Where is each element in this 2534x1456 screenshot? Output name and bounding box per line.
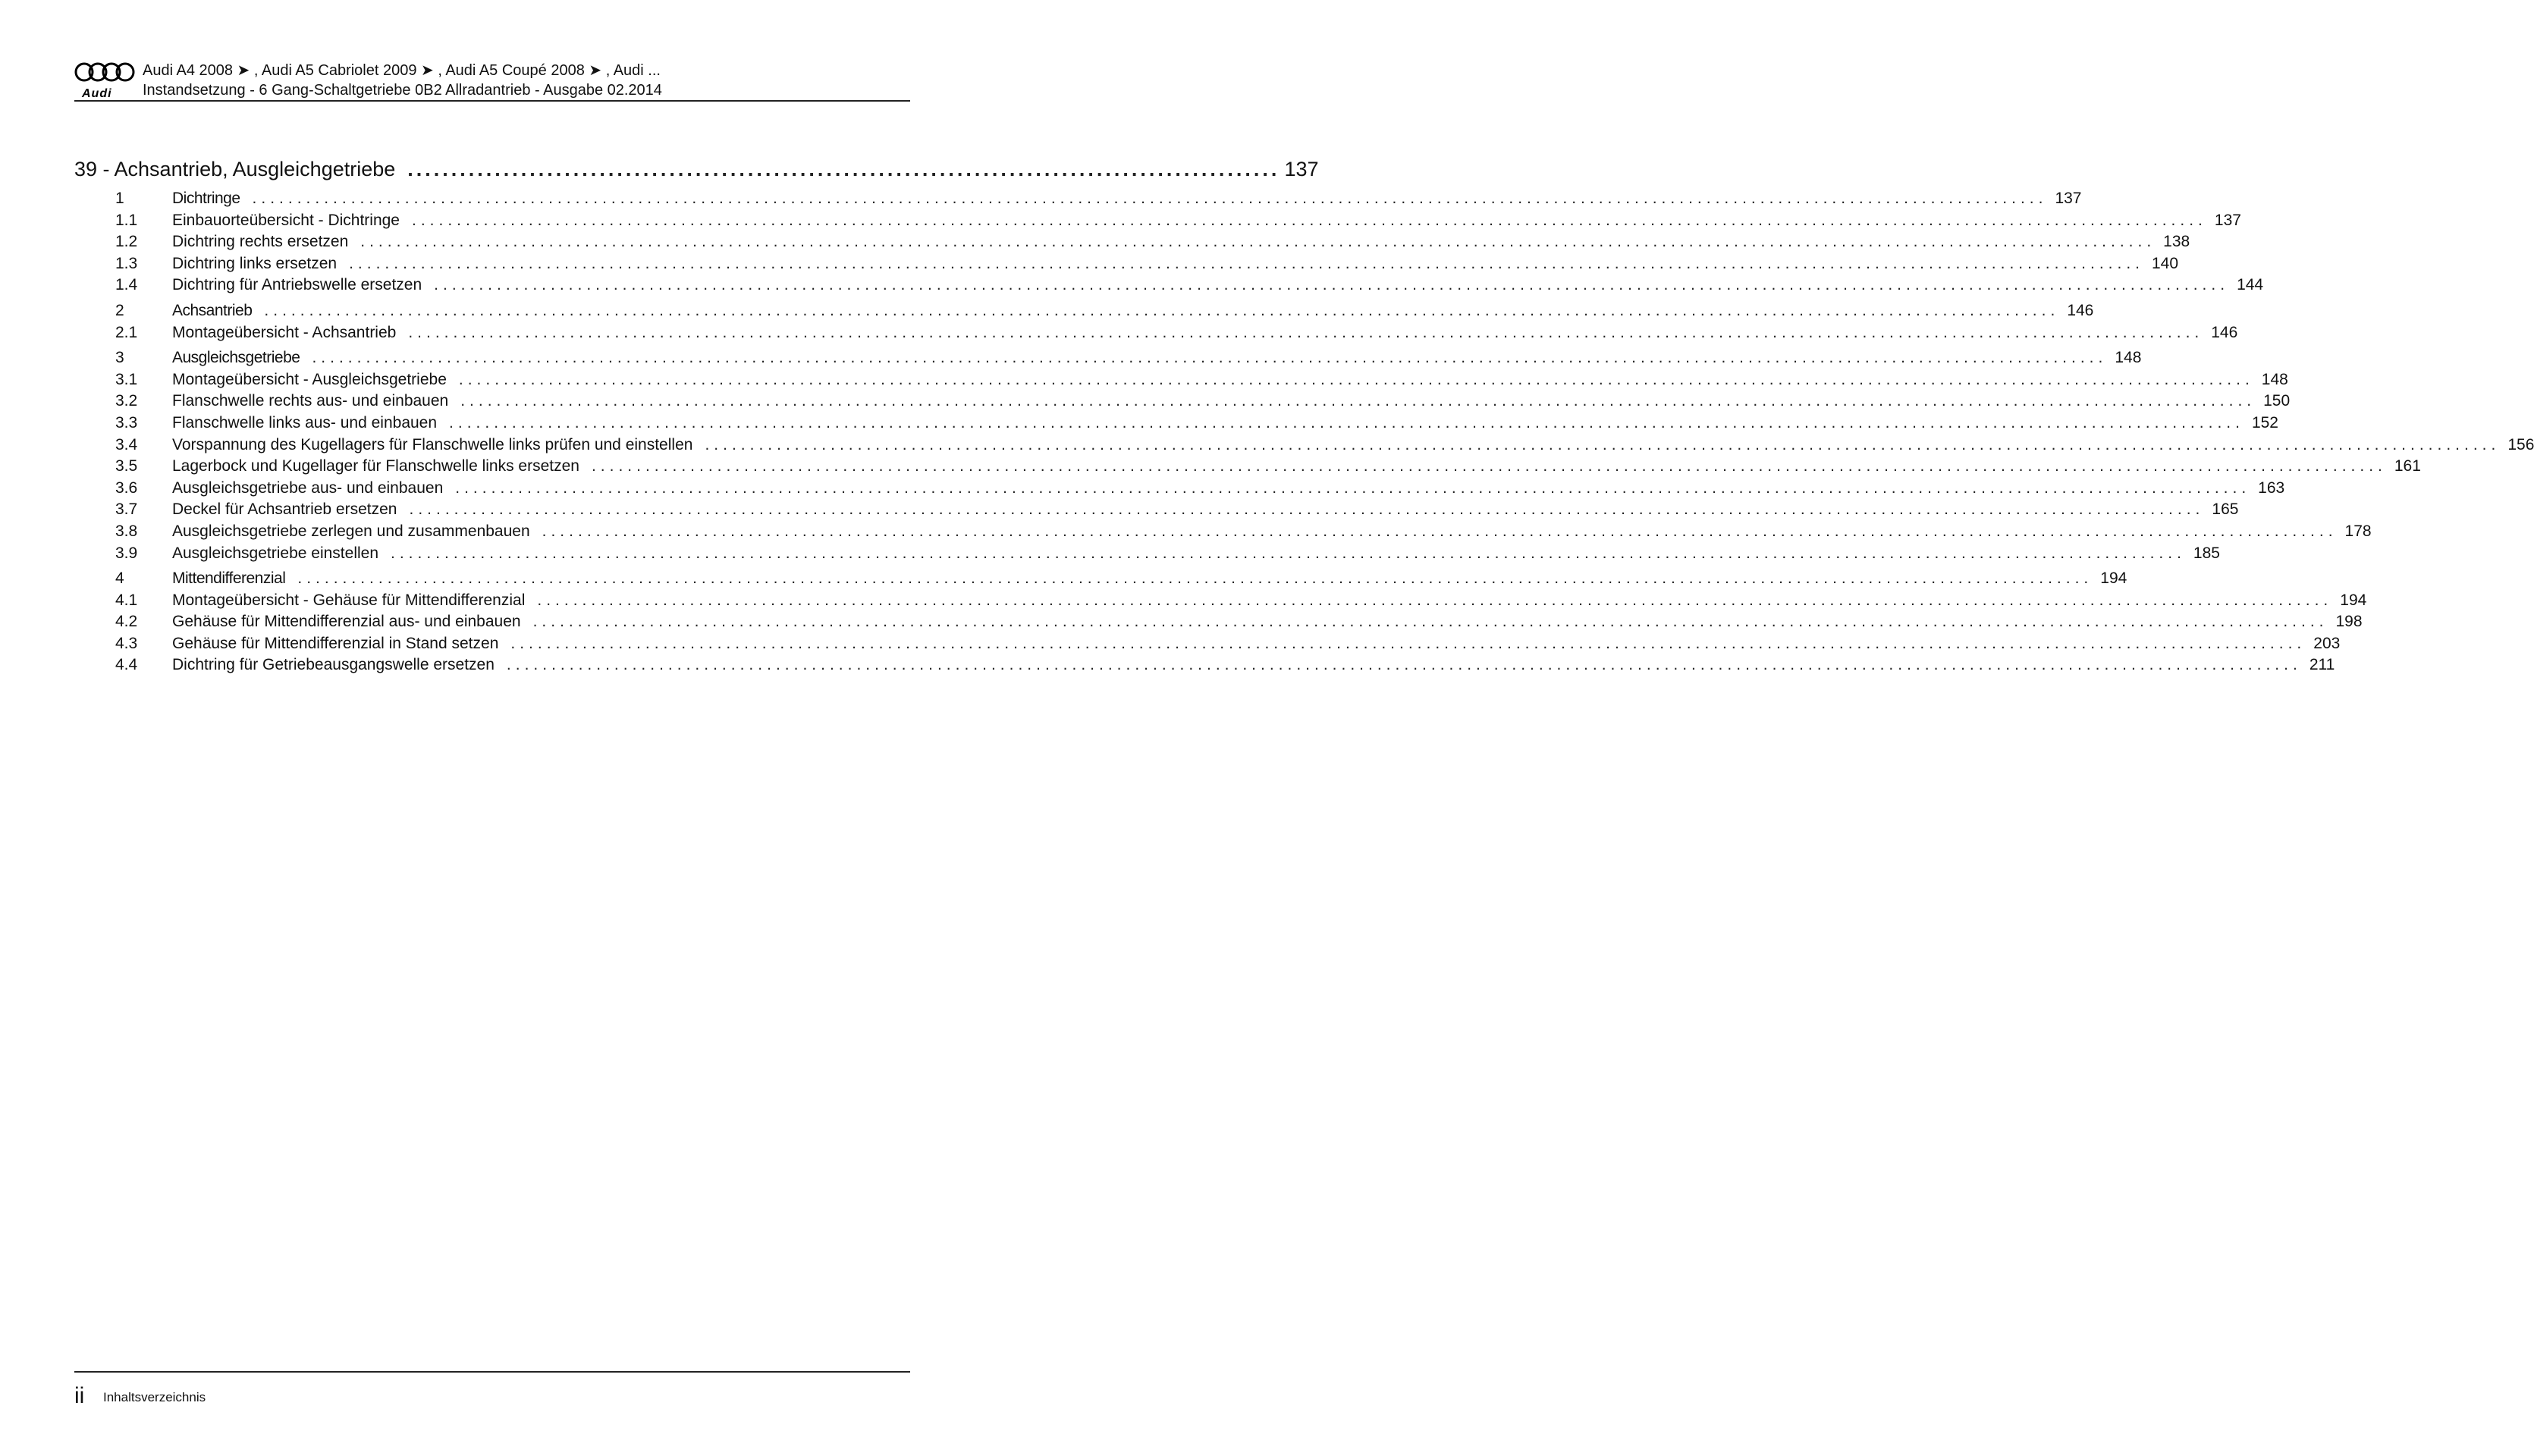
toc-entry[interactable] <box>115 276 2264 298</box>
toc-entry-page: 148 <box>2261 370 2288 388</box>
toc-entry[interactable] <box>115 634 2341 657</box>
toc-entry[interactable] <box>115 254 2179 277</box>
toc-entry-page: 194 <box>2340 591 2367 609</box>
toc-entry-label[interactable]: Achsantrieb <box>172 301 253 319</box>
toc-entry-number: 3 <box>115 349 124 367</box>
toc-entry-page: 198 <box>2335 613 2363 631</box>
toc-entry-page: 152 <box>2251 413 2278 431</box>
toc-entry-number: 1.4 <box>115 276 138 294</box>
footer-title: Inhaltsverzeichnis <box>103 1390 206 1404</box>
toc-entry-label[interactable]: Ausgleichsgetriebe einstellen <box>172 544 379 562</box>
toc-entry-label[interactable]: Montageübersicht - Gehäuse für Mittendifferenzial <box>172 591 526 609</box>
toc-leader-dots: ........................................................................................................................................................................................................ <box>537 591 2333 609</box>
toc-entry-label[interactable]: Dichtringe <box>172 190 240 207</box>
footer-divider <box>74 1371 910 1373</box>
table-of-contents <box>115 190 2534 678</box>
toc-entry[interactable] <box>115 392 2291 414</box>
toc-entry-number: 3.5 <box>115 457 138 475</box>
toc-entry-label[interactable]: Mittendifferenzial <box>172 570 286 588</box>
toc-entry-number: 1.1 <box>115 211 138 229</box>
toc-entry-page: 161 <box>2394 457 2421 475</box>
toc-entry-label[interactable]: Gehäuse für Mittendifferenzial in Stand setzen <box>172 634 499 652</box>
toc-entry-page: 137 <box>2055 190 2082 207</box>
toc-leader-dots: ........................................................................................................................................................................................................ <box>408 323 2204 341</box>
toc-entry-number: 3.2 <box>115 392 138 410</box>
toc-entry-page: 146 <box>2211 323 2238 341</box>
toc-entry-number: 2 <box>115 301 124 319</box>
toc-entry[interactable] <box>115 656 2335 678</box>
toc-entry[interactable] <box>115 370 2288 393</box>
toc-leader-dots: ........................................................................................................................................................................................................ <box>532 613 2328 631</box>
toc-leader-dots: ........................................................................................................................................................................................................ <box>360 233 2156 251</box>
toc-leader-dots: ........................................................................................................................................................................................................ <box>409 500 2205 519</box>
toc-entry[interactable] <box>115 500 2239 522</box>
toc-entry-page: 138 <box>2163 233 2190 251</box>
toc-entry-number: 3.7 <box>115 500 138 519</box>
toc-leader-dots: ........................................................................................................................................................................................................ <box>349 254 2144 272</box>
audi-wordmark: Audi <box>82 87 112 100</box>
toc-entry-page: 211 <box>2309 656 2335 674</box>
header-manual-title: Instandsetzung - 6 Gang-Schaltgetriebe 0B2 Allradantrieb - Ausgabe 02.2014 <box>143 82 662 99</box>
toc-entry[interactable] <box>115 190 2082 212</box>
toc-entry-label[interactable]: Dichtring für Getriebeausgangswelle ersetzen <box>172 656 495 674</box>
toc-entry-label[interactable]: Montageübersicht - Ausgleichsgetriebe <box>172 370 447 388</box>
toc-entry-page: 156 <box>2507 435 2534 453</box>
toc-leader-dots: ........................................................................................................................................................................................................ <box>455 479 2251 497</box>
toc-entry-page: 194 <box>2100 570 2127 588</box>
chapter-heading[interactable] <box>74 158 1319 185</box>
toc-leader-dots: ........................................................................................................................................................................................................ <box>591 457 2387 475</box>
toc-leader-dots: ........................................................................................................................................................................................................ <box>449 413 2244 431</box>
toc-entry-label[interactable]: Flanschwelle rechts aus- und einbauen <box>172 392 449 410</box>
toc-entry[interactable] <box>115 323 2238 346</box>
toc-leader-dots: ........................................................................................................................................................................................................ <box>705 435 2501 453</box>
header-divider <box>74 100 910 102</box>
toc-entry-number: 4.2 <box>115 613 138 631</box>
toc-entry-number: 3.6 <box>115 479 138 497</box>
toc-entry[interactable] <box>115 479 2285 501</box>
toc-entry[interactable] <box>115 591 2367 613</box>
toc-entry[interactable] <box>115 413 2278 436</box>
toc-entry-page: 165 <box>2212 500 2239 519</box>
toc-entry[interactable] <box>115 544 2220 566</box>
toc-leader-dots: ........................................................................................................................................................................................................ <box>264 301 2060 319</box>
toc-entry-page: 146 <box>2067 301 2094 319</box>
audi-logo <box>74 59 135 102</box>
chapter-page-number: 137 <box>1284 158 1319 180</box>
toc-leader-dots: ........................................................................................................................................................................................................ <box>312 349 2108 367</box>
toc-entry[interactable] <box>115 233 2190 255</box>
toc-leader-dots: ........................................................................................................................................................................................................ <box>506 656 2302 674</box>
toc-entry-number: 1.3 <box>115 254 138 272</box>
toc-entry-label[interactable]: Gehäuse für Mittendifferenzial aus- und einbauen <box>172 613 521 631</box>
toc-entry[interactable] <box>115 301 2094 324</box>
toc-entry-number: 4.4 <box>115 656 138 674</box>
toc-entry[interactable] <box>115 435 2534 458</box>
toc-entry-label[interactable]: Dichtring für Antriebswelle ersetzen <box>172 276 422 294</box>
chapter-title[interactable]: 39 - Achsantrieb, Ausgleichgetriebe <box>74 158 396 180</box>
toc-entry[interactable] <box>115 457 2421 479</box>
toc-entry-number: 4 <box>115 570 124 588</box>
toc-entry-number: 2.1 <box>115 323 138 341</box>
toc-entry-page: 144 <box>2237 276 2264 294</box>
toc-entry-number: 3.8 <box>115 522 138 540</box>
toc-entry-page: 148 <box>2115 349 2142 367</box>
toc-entry[interactable] <box>115 349 2142 371</box>
toc-entry-page: 150 <box>2263 392 2291 410</box>
toc-entry-label[interactable]: Dichtring rechts ersetzen <box>172 233 349 251</box>
toc-entry-label[interactable]: Lagerbock und Kugellager für Flanschwelle links ersetzen <box>172 457 579 475</box>
audi-rings-icon <box>74 59 135 85</box>
toc-entry-label[interactable]: Einbauorteübersicht - Dichtringe <box>172 211 400 229</box>
toc-leader-dots: ........................................................................................................................................................................................................ <box>391 544 2186 562</box>
toc-entry-number: 3.4 <box>115 435 138 453</box>
toc-entry-page: 163 <box>2258 479 2285 497</box>
toc-entry-number: 4.1 <box>115 591 138 609</box>
toc-entry-page: 178 <box>2344 522 2372 540</box>
toc-entry-label[interactable]: Deckel für Achsantrieb ersetzen <box>172 500 397 519</box>
page-header <box>74 59 910 102</box>
toc-entry[interactable] <box>115 211 2241 234</box>
toc-entry-number: 1 <box>115 190 124 207</box>
toc-entry-page: 185 <box>2193 544 2220 562</box>
toc-entry-label[interactable]: Flanschwelle links aus- und einbauen <box>172 413 438 431</box>
toc-entry[interactable] <box>115 522 2372 544</box>
toc-entry-label[interactable]: Dichtring links ersetzen <box>172 254 338 272</box>
toc-entry-label[interactable]: Vorspannung des Kugellagers für Flanschwelle links prüfen und einstellen <box>172 435 693 453</box>
toc-entry-number: 3.9 <box>115 544 138 562</box>
toc-entry-number: 1.2 <box>115 233 138 251</box>
toc-entry-label[interactable]: Ausgleichsgetriebe aus- und einbauen <box>172 479 444 497</box>
chapter-leader-dots: .................................................................................................... <box>407 158 1280 180</box>
toc-leader-dots: ........................................................................................................................................................................................................ <box>460 392 2256 410</box>
toc-entry[interactable] <box>115 570 2127 592</box>
toc-leader-dots: ........................................................................................................................................................................................................ <box>297 570 2093 588</box>
toc-entry-label[interactable]: Ausgleichsgetriebe zerlegen und zusammenbauen <box>172 522 530 540</box>
toc-entry-number: 3.1 <box>115 370 138 388</box>
toc-entry-page: 140 <box>2152 254 2179 272</box>
toc-entry-number: 4.3 <box>115 634 138 652</box>
header-model-line: Audi A4 2008 ➤ , Audi A5 Cabriolet 2009 ➤ , Audi A5 Coupé 2008 ➤ , Audi ... <box>143 62 661 79</box>
toc-leader-dots: ........................................................................................................................................................................................................ <box>510 634 2306 652</box>
toc-entry[interactable] <box>115 613 2363 635</box>
footer-page-number: ii <box>74 1383 85 1408</box>
toc-entry-page: 203 <box>2313 634 2341 652</box>
toc-leader-dots: ........................................................................................................................................................................................................ <box>252 190 2048 207</box>
toc-leader-dots: ........................................................................................................................................................................................................ <box>412 211 2207 229</box>
toc-entry-label[interactable]: Ausgleichsgetriebe <box>172 349 300 367</box>
toc-leader-dots: ........................................................................................................................................................................................................ <box>434 276 2230 294</box>
toc-entry-number: 3.3 <box>115 413 138 431</box>
toc-leader-dots: ........................................................................................................................................................................................................ <box>542 522 2338 540</box>
toc-entry-page: 137 <box>2214 211 2241 229</box>
toc-entry-label[interactable]: Montageübersicht - Achsantrieb <box>172 323 397 341</box>
toc-leader-dots: ........................................................................................................................................................................................................ <box>458 370 2254 388</box>
